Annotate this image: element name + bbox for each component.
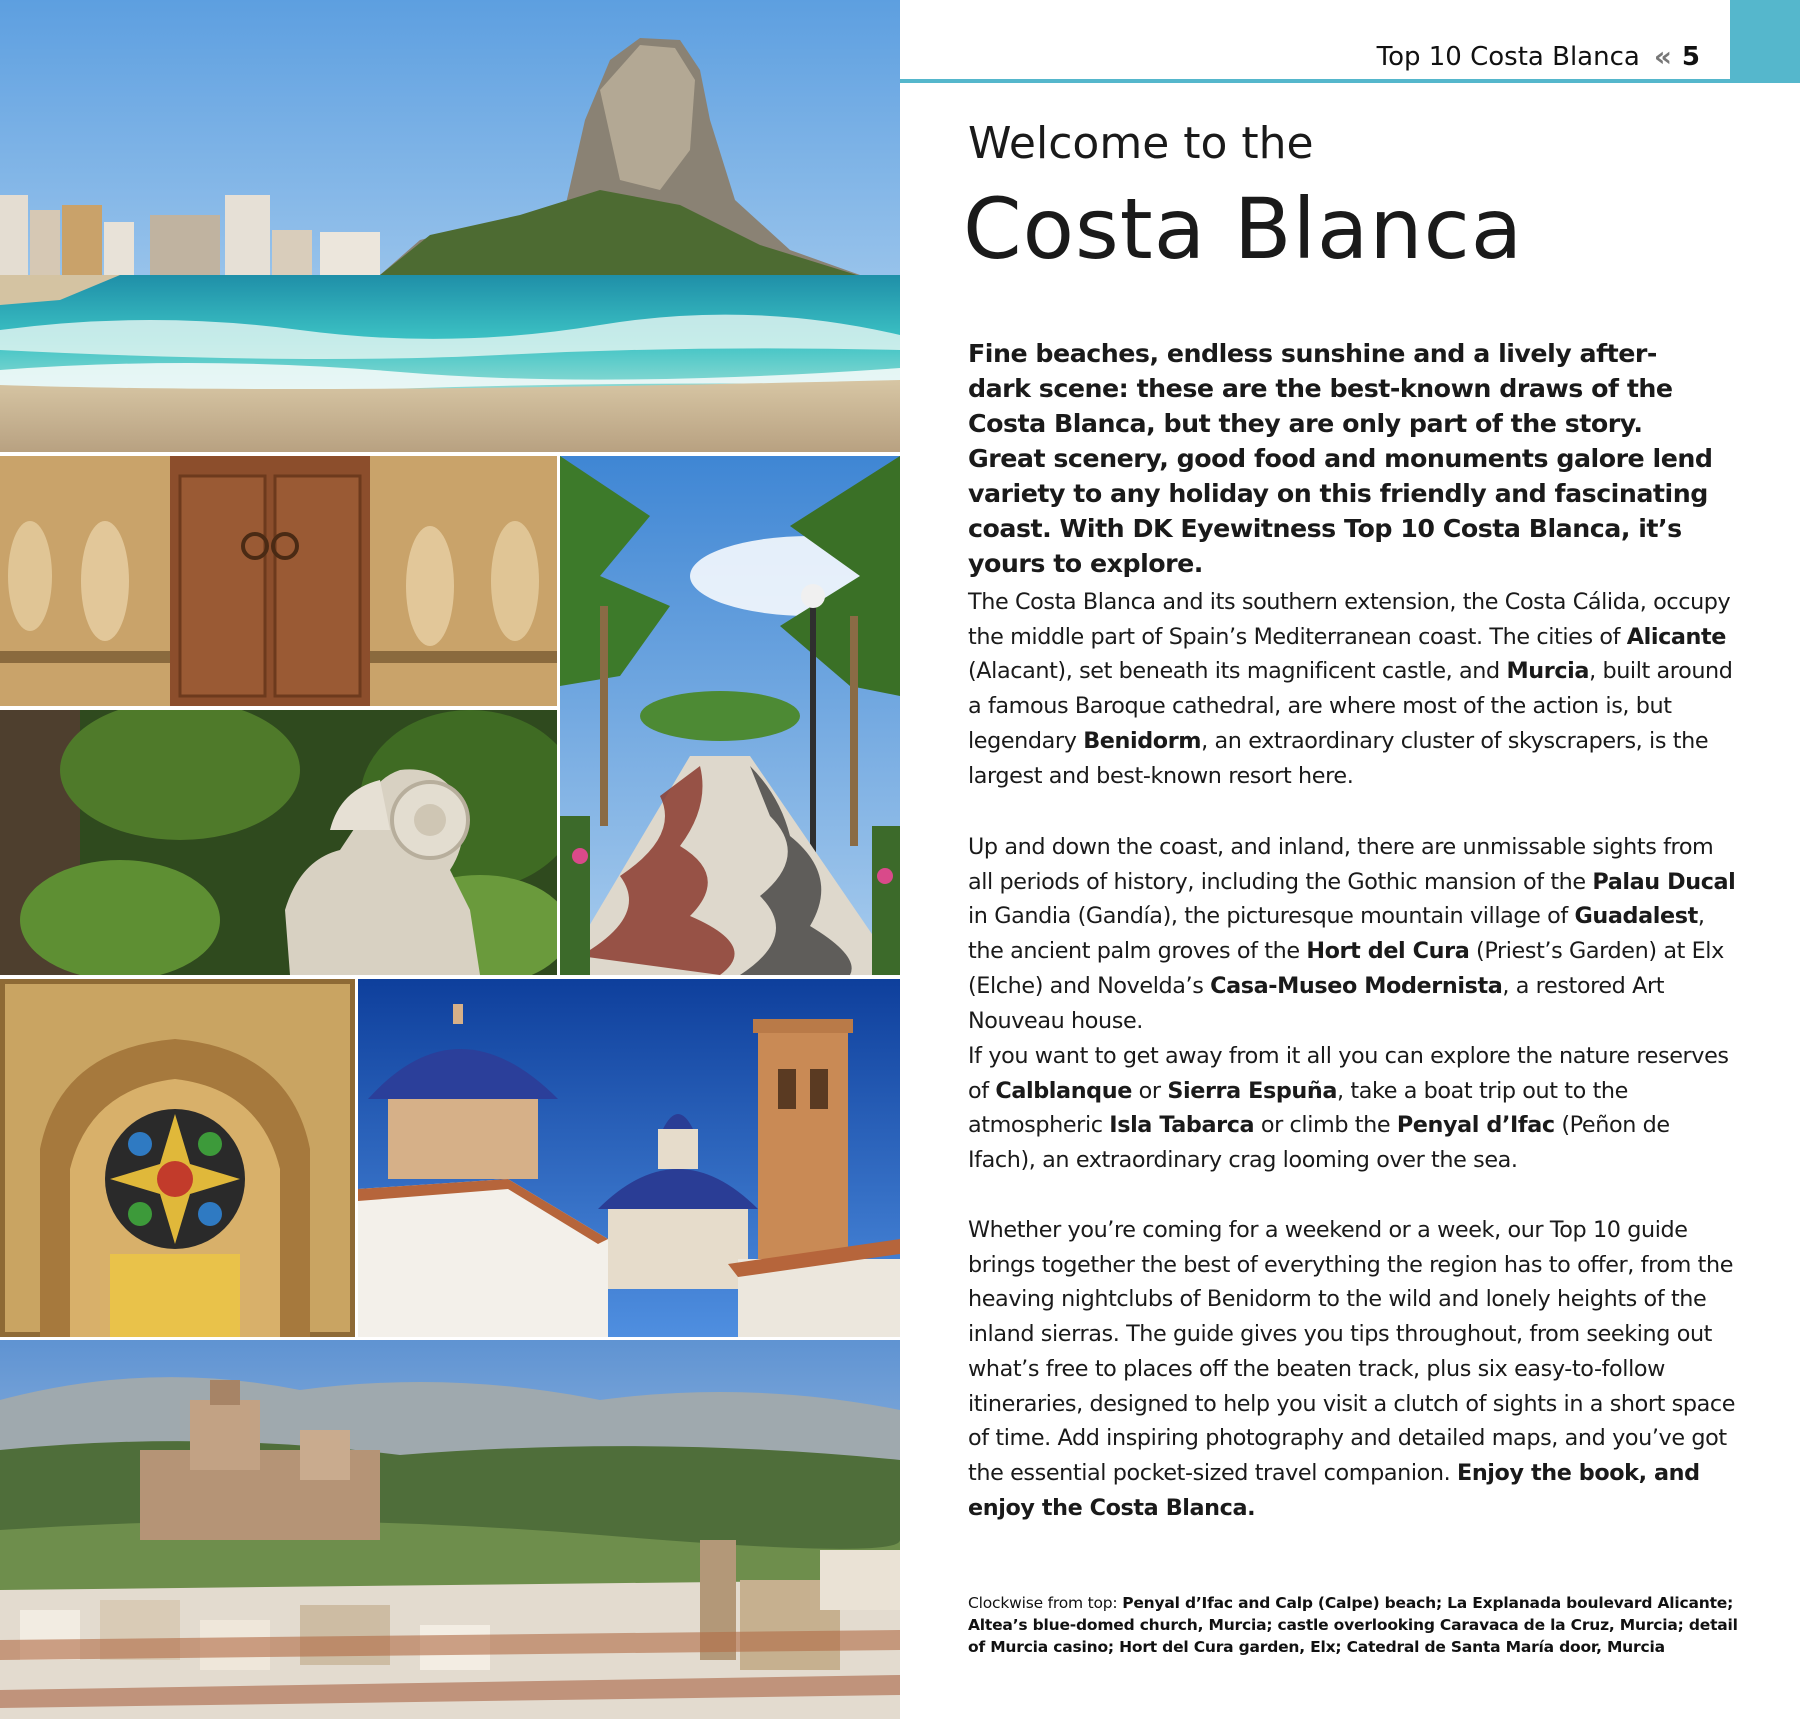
running-head-title: Top 10 Costa Blanca [1376,41,1640,72]
bold-term: Enjoy the book, and enjoy the Costa Blanca. [968,1459,1700,1521]
photo-hort-del-cura-garden [0,710,557,975]
bold-term: Benidorm [1083,727,1202,754]
page-number: 5 [1681,41,1700,72]
body-paragraph-2: Up and down the coast, and inland, there are unmissable sights from all periods of history, including the Gothic mansion of the Palau Ducal in Gandia (Gandía), the picturesque mountain village of Guadalest, the ancient palm groves of the Hort del Cura (Priest’s Garden) at Elx (Elche) and Novelda’s Casa-Museo Modernista, a restored Art Nouveau house. [968,834,1736,1034]
bold-term: Penyal d’Ifac [1396,1112,1555,1139]
bold-term: Guadalest [1574,903,1698,930]
bold-term: Palau Ducal [1592,868,1736,895]
page-title-line1: Welcome to the [968,118,1314,169]
photo-cathedral-door [0,456,557,706]
bold-term: Casa-Museo Modernista [1210,972,1503,999]
bold-term: Murcia [1506,658,1590,685]
caption-text: Penyal d’Ifac and Calp (Calpe) beach; La Explanada boulevard Alicante; Altea’s blue-domed church, Murcia; castle overlooking Caravaca de la Cruz, Murcia; detail of Murcia casino; Hort del Cura garden, Elx; Catedral de Santa María door, Murcia [968,1594,1738,1656]
bold-term: Isla Tabarca [1109,1112,1255,1139]
bold-term: Hort del Cura [1306,938,1470,965]
photo-altea-blue-domed-church [358,979,900,1337]
bold-term: Sierra Espuña [1167,1077,1338,1104]
bold-term: Calblanque [995,1077,1132,1104]
photo-penyal-ifac-beach [0,0,900,452]
page-title: Costa Blanca [963,180,1524,278]
running-head [1377,40,1700,73]
chevron-left-icon: « [1653,40,1668,73]
body-paragraph-1: The Costa Blanca and its southern extension, the Costa Cálida, occupy the middle part of Spain’s Mediterranean coast. The cities of Alicante (Alacant), set beneath its magnificent castle, and Murcia, built around a famous Baroque cathedral, are where most of the action is, but legendary Benidorm, an extraordinary cluster of skyscrapers, is the largest and best-known resort here. [968,589,1733,789]
lead-paragraph: Fine beaches, endless sunshine and a lively after-dark scene: these are the best-known draws of the Costa Blanca, but they are only part of the story. Great scenery, good food and monuments galore lend variety to any holiday on this friendly and fascinating coast. With DK Eyewitness Top 10 Costa Blanca, it’s yours to explore. [968,339,1713,578]
bold-term: Alicante [1626,623,1726,650]
caption-prefix: Clockwise from top: [968,1594,1123,1612]
body-paragraph-3: If you want to get away from it all you can explore the nature reserves of Calblanque or Sierra Espuña, take a boat trip out to the atmospheric Isla Tabarca or climb the Penyal d’Ifac (Peñon de Ifach), an extraordinary crag looming over the sea. [968,1043,1729,1174]
photo-la-explanada-alicante [560,456,900,975]
photo-caravaca-castle [0,1340,900,1719]
header-rule [900,79,1730,83]
header-tab [1730,0,1800,83]
photo-murcia-casino-detail [0,979,355,1337]
photo-caption [968,1592,1738,1658]
body-paragraph-4: Whether you’re coming for a weekend or a week, our Top 10 guide brings together the best of everything the region has to offer, from the heaving nightclubs of Benidorm to the wild and lonely heights of the inland sierras. The guide gives you tips throughout, from seeking out what’s free to places off the beaten track, plus six easy-to-follow itineraries, designed to help you visit a clutch of sights in a short space of time. Add inspiring photography and detailed maps, and you’ve got the essential pocket-sized travel companion. Enjoy the book, and enjoy the Costa Blanca. [968,1217,1736,1521]
